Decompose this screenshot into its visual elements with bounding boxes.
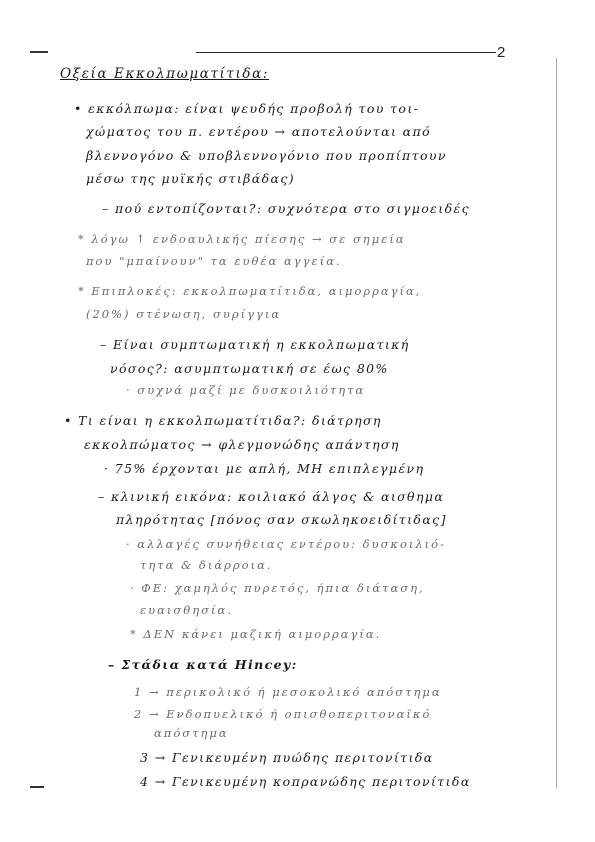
note-line: νόσος?: ασυμπτωματική σε έως 80%: [110, 361, 389, 376]
note-line: μέσω της μυϊκής στιβάδας): [86, 171, 296, 186]
right-margin-line: [556, 58, 557, 788]
note-line: – πού εντοπίζονται?: συχνότερα στο σιγμοειδές: [102, 201, 471, 216]
top-rule-line: [196, 52, 496, 53]
note-line: πληρότητας [πόνος σαν σκωληκοειδίτιδας]: [116, 512, 447, 527]
page-number: 2: [497, 44, 506, 61]
punch-mark-top: [30, 51, 48, 53]
note-line: • εκκόλπωμα: είναι ψευδής προβολή του τοι-: [74, 101, 420, 116]
note-line: χώματος του π. εντέρου → αποτελούνται από: [86, 124, 432, 139]
note-line: – Στάδια κατά Hincey:: [108, 657, 298, 672]
note-line: – κλινική εικόνα: κοιλιακό άλγος & αισθημα: [98, 489, 445, 504]
note-line: 4 → Γενικευμένη κοπρανώδης περιτονίτιδα: [140, 774, 471, 789]
note-line: · ΦΕ: χαμηλός πυρετός, ήπια διάταση,: [130, 581, 425, 595]
note-line: (20%) στένωση, συρίγγια: [86, 307, 282, 321]
note-line: – Είναι συμπτωματική η εκκολπωματική: [100, 337, 410, 352]
note-line: · συχνά μαζί με δυσκοιλιότητα: [126, 383, 366, 397]
note-line: τητα & διάρροια.: [140, 558, 273, 572]
note-line: 2 → Ενδοπυελικό ή οπισθοπεριτοναϊκό: [134, 707, 432, 721]
note-line: * ΔΕΝ κάνει μαζική αιμορραγία.: [130, 627, 382, 641]
note-line: * λόγω ↑ ενδοαυλικής πίεσης → σε σημεία: [78, 232, 406, 246]
note-title: Οξεία Εκκολπωματίτιδα:: [60, 66, 269, 82]
note-line: απόστημα: [154, 726, 229, 740]
note-line: · αλλαγές συνήθειας εντέρου: δυσκοιλιό-: [126, 537, 446, 551]
note-line: 1 → περικολικό ή μεσοκολικό απόστημα: [134, 685, 442, 699]
note-line: βλεννογόνο & υποβλεννογόνιο που προπίπτουν: [86, 148, 447, 163]
note-line: * Επιπλοκές: εκκολπωματίτιδα, αιμορραγία,: [78, 284, 422, 298]
note-line: 3 → Γενικευμένη πυώδης περιτονίτιδα: [140, 750, 434, 765]
note-line: εκκολπώματος → φλεγμονώδης απάντηση: [84, 437, 400, 452]
note-line: που "μπαίνουν" τα ευθέα αγγεία.: [86, 254, 342, 268]
note-line: ευαισθησία.: [140, 603, 233, 617]
note-line: · 75% έρχονται με απλή, ΜΗ επιπλεγμένη: [104, 461, 425, 476]
punch-mark-bottom: [30, 786, 44, 788]
note-line: • Τι είναι η εκκολπωματίτιδα?: διάτρηση: [64, 413, 382, 428]
